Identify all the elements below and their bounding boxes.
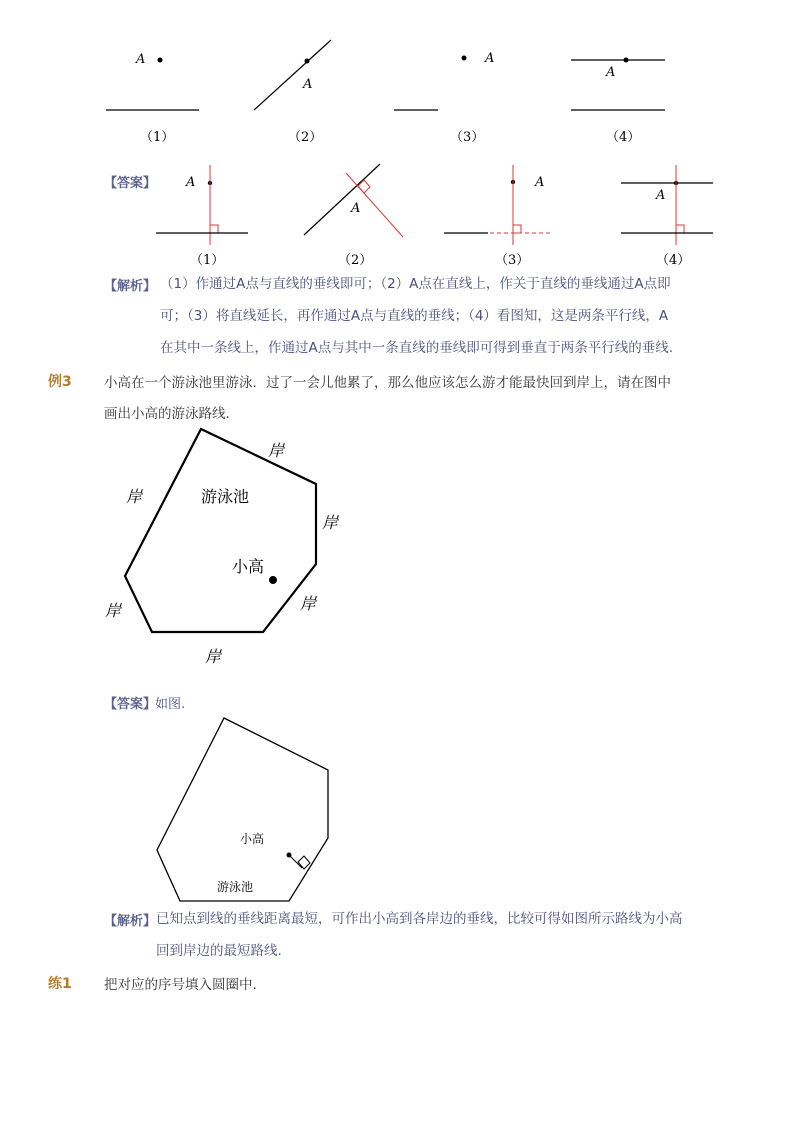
answer2-tag: 【答案】: [104, 697, 157, 712]
example-question-line-2: 画出小高的游泳路线.: [104, 406, 230, 422]
analysis2-line-2: 回到岸边的最短路线.: [156, 943, 282, 959]
right-angle-mark: [676, 225, 684, 233]
shortest-path: [289, 855, 302, 868]
shore-label-right: 岸: [322, 513, 339, 532]
figure-4: [571, 58, 665, 111]
answer-tag: 【答案】: [104, 176, 157, 191]
answer-caption-1: （1）: [190, 253, 225, 268]
analysis2-tag: 【解析】: [104, 914, 157, 929]
practice-text: 把对应的序号填入圆圈中.: [104, 977, 257, 993]
analysis-tag: 【解析】: [104, 279, 157, 294]
shore-label-left: 岸: [126, 487, 143, 506]
point-label: A: [136, 52, 146, 67]
practice-label: 练1: [48, 976, 72, 992]
answer-pool-figure: [0, 0, 400, 910]
analysis-line-1: （1）作通过A点与直线的垂线即可；（2）A点在直线上，作关于直线的垂线通过A点即: [160, 276, 671, 292]
point-label: A: [351, 201, 361, 216]
right-angle-mark: [513, 225, 521, 233]
answer-figure-4: [621, 165, 713, 245]
shore-label-bottom-right: 岸: [300, 594, 317, 613]
shore-label-bottom-left: 岸: [105, 601, 122, 620]
point-label: A: [186, 175, 196, 190]
analysis-line-2: 可；（3）将直线延长，再作通过A点与直线的垂线；（4）看图知，这是两条平行线，A: [160, 308, 669, 324]
caption-4: （4）: [606, 130, 641, 145]
caption-3: （3）: [450, 130, 485, 145]
point-a: [624, 58, 629, 63]
xiaogao-label: 小高: [232, 557, 265, 576]
answer-caption-2: （2）: [338, 253, 373, 268]
example-label: 例3: [48, 374, 72, 390]
right-angle-mark: [298, 856, 310, 869]
pool-label: 游泳池: [217, 880, 254, 894]
pool-label: 游泳池: [201, 487, 250, 506]
point-label: A: [535, 175, 545, 190]
analysis-line-3: 在其中一条线上，作通过A点与其中一条直线的垂线即可得到垂直于两条平行线的垂线.: [160, 340, 674, 356]
example-question-line-1: 小高在一个游泳池里游泳．过了一会儿他累了，那么他应该怎么游才能最快回到岸上，请在图中: [104, 375, 671, 391]
shore-label-bottom: 岸: [205, 647, 222, 666]
caption-1: （1）: [140, 130, 175, 145]
point-label: A: [485, 51, 495, 66]
point-label: A: [606, 65, 616, 80]
analysis2-line-1: 已知点到线的垂线距离最短，可作出小高到各岸边的垂线，比较可得如图所示路线为小高: [156, 911, 683, 927]
xiaogao-label: 小高: [240, 832, 265, 846]
shore-label-top-right: 岸: [268, 441, 285, 460]
answer-caption-3: （3）: [495, 253, 530, 268]
caption-2: （2）: [288, 130, 323, 145]
point-label: A: [656, 188, 666, 203]
point-a: [462, 56, 467, 61]
figure-3: [394, 51, 494, 110]
answer2-text: 如图.: [155, 697, 186, 712]
answer-figure-3: [444, 165, 550, 245]
point-label: A: [303, 77, 313, 92]
answer-caption-4: （4）: [656, 253, 691, 268]
pool-outline: [157, 718, 328, 901]
